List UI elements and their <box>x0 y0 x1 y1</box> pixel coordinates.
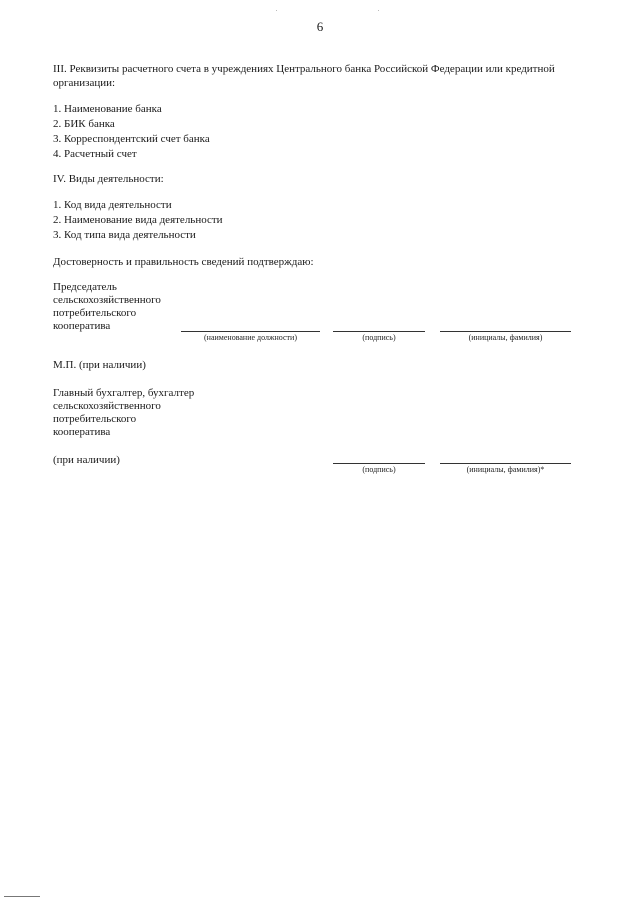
accountant-line: кооператива <box>53 426 111 438</box>
position-caption: (наименование должности) <box>204 333 297 342</box>
section-bank-title: III. Реквизиты расчетного счета в учреждениях Центрального банка Российской Федерации или кредитной организации: <box>53 63 555 89</box>
list-item: 4. Расчетный счет <box>53 148 137 160</box>
list-item: 3. Корреспондентский счет банка <box>53 133 210 145</box>
stamp-label: М.П. (при наличии) <box>53 359 146 371</box>
name-caption: (инициалы, фамилия) <box>468 333 543 342</box>
footer-mark <box>4 896 40 897</box>
signature-caption: (подпись) <box>362 333 396 342</box>
chairman-line: потребительского <box>53 307 137 319</box>
list-item: 3. Код типа вида деятельности <box>53 229 196 241</box>
chairman-label <box>53 280 213 332</box>
signature-caption: (подпись) <box>362 465 396 474</box>
scan-dot <box>378 10 379 11</box>
confirmation-text: Достоверность и правильность сведений подтверждаю: <box>53 256 314 268</box>
list-item: 2. БИК банка <box>53 118 115 130</box>
accountant-line: сельскохозяйственного <box>53 400 161 412</box>
position-line <box>181 331 320 332</box>
signature-line <box>333 331 425 332</box>
chairman-line: Председатель <box>53 281 117 293</box>
signature-line <box>333 463 425 464</box>
chairman-line: кооператива <box>53 320 111 332</box>
chairman-line: сельскохозяйственного <box>53 294 161 306</box>
page-number: 6 <box>316 19 324 34</box>
list-item: 2. Наименование вида деятельности <box>53 214 223 226</box>
list-item: 1. Наименование банка <box>53 103 162 115</box>
scan-dot <box>276 10 277 11</box>
name-caption: (инициалы, фамилия)* <box>466 465 545 474</box>
accountant-optional: (при наличии) <box>53 454 120 466</box>
list-item: 1. Код вида деятельности <box>53 199 172 211</box>
accountant-line: Главный бухгалтер, бухгалтер <box>53 387 195 399</box>
name-line <box>440 463 571 464</box>
section-activity-title: IV. Виды деятельности: <box>53 173 164 185</box>
accountant-line: потребительского <box>53 413 137 425</box>
bank-details-list <box>53 102 210 162</box>
name-line <box>440 331 571 332</box>
accountant-label <box>53 386 253 438</box>
activity-list <box>53 198 223 243</box>
